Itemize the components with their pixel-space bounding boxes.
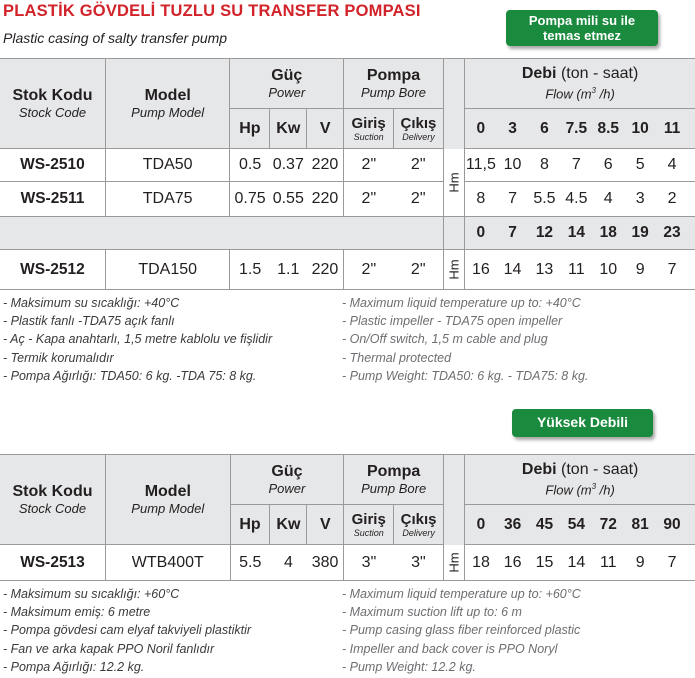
- flow-value: 19: [624, 217, 656, 250]
- note-line: - Aç - Kapa anahtarlı, 1,5 metre kablolu ve fişlidir: [3, 332, 273, 347]
- flow-value: 11: [656, 109, 688, 149]
- flow-value: 7.5: [560, 109, 592, 149]
- hm-value: 5: [624, 149, 656, 182]
- hm-label: Hm: [444, 545, 465, 581]
- header-stock-code: Stok Kodu Stock Code: [0, 455, 106, 545]
- header-kw: Kw: [270, 505, 307, 545]
- hm-value: 4.5: [560, 182, 592, 217]
- hm-value: 15: [529, 545, 561, 581]
- hm-spacer: [443, 59, 464, 149]
- hm-value: 11,5: [465, 149, 497, 182]
- hm-value: 4: [656, 149, 688, 182]
- kw-value: 4: [270, 545, 307, 581]
- notes-tr-2: [3, 585, 251, 676]
- delivery-value: 2": [394, 149, 444, 182]
- stock-code: WS-2513: [0, 545, 106, 581]
- flow-value: 90: [656, 505, 688, 545]
- hm-value: 7: [497, 182, 529, 217]
- pump-model: TDA150: [105, 250, 229, 290]
- header-pump-bore: Pompa Pump Bore: [344, 455, 444, 505]
- note-line: - Pump casing glass fiber reinforced plastic: [342, 623, 581, 638]
- note-line: - Pompa gövdesi cam elyaf takviyeli plastiktir: [3, 623, 252, 638]
- hm-value: 2: [656, 182, 688, 217]
- header-kw: Kw: [270, 109, 307, 149]
- note-line: - Maksimum emiş: 6 metre: [3, 605, 151, 620]
- note-line: - Thermal protected: [342, 350, 452, 365]
- hm-value: 8: [528, 149, 560, 182]
- pump-table-1: [0, 58, 695, 290]
- hm-value: 7: [560, 149, 592, 182]
- hm-value: 11: [560, 250, 592, 290]
- hm-label: Hm: [443, 149, 464, 217]
- hm-value: 7: [656, 545, 688, 581]
- header-flow: Debi (ton - saat) Flow ($m^3$ /h): [465, 455, 695, 505]
- flow-value: 18: [592, 217, 624, 250]
- note-line: - Pump Weight: TDA50: 6 kg. - TDA75: 8 kg.: [342, 368, 589, 383]
- note-line: - Plastik fanlı -TDA75 açık fanlı: [3, 314, 175, 329]
- hm-value: 16: [465, 250, 497, 290]
- hm-value: 8: [465, 182, 497, 217]
- notes-en-1: [342, 294, 588, 385]
- pump-model: TDA50: [105, 149, 229, 182]
- header-hp: Hp: [230, 505, 270, 545]
- notes-tr-1: [3, 294, 272, 385]
- hp-value: 0.5: [230, 149, 270, 182]
- header-suction: Giriş Suction: [344, 109, 394, 149]
- flow-value: 6: [528, 109, 560, 149]
- suction-value: 2": [344, 250, 394, 290]
- hm-value: 10: [497, 149, 529, 182]
- kw-value: 0.55: [270, 182, 307, 217]
- hm-value: 16: [497, 545, 529, 581]
- flow-value: 7: [497, 217, 529, 250]
- suction-value: 2": [344, 182, 394, 217]
- flow-value: 10: [624, 109, 656, 149]
- hp-value: 5.5: [230, 545, 270, 581]
- stock-code: WS-2511: [0, 182, 105, 217]
- volt-value: 220: [307, 182, 344, 217]
- header-stock-code: Stok Kodu Stock Code: [0, 59, 105, 149]
- note-line: - Maksimum su sıcaklığı: +60°C: [3, 587, 180, 601]
- hm-value: 9: [624, 545, 656, 581]
- flow-value: 81: [624, 505, 656, 545]
- flow-value: 0: [465, 505, 497, 545]
- table-row: [0, 545, 695, 581]
- notes-en-2: [342, 585, 581, 676]
- note-line: - Pompa Ağırlığı: 12.2 kg.: [3, 659, 145, 674]
- hp-value: 0.75: [230, 182, 270, 217]
- volt-value: 380: [307, 545, 344, 581]
- hm-value: 14: [497, 250, 529, 290]
- note-line: - Pompa Ağırlığı: TDA50: 6 kg. -TDA 75: 8 kg.: [3, 368, 257, 383]
- note-line: - Pump Weight: 12.2 kg.: [342, 659, 476, 674]
- header-delivery: Çıkış Delivery: [394, 505, 444, 545]
- pump-model: WTB400T: [106, 545, 231, 581]
- volt-value: 220: [307, 250, 344, 290]
- hm-value: 9: [624, 250, 656, 290]
- hp-value: 1.5: [230, 250, 270, 290]
- hm-value: 18: [465, 545, 497, 581]
- high-flow-badge: Yüksek Debili: [512, 409, 653, 437]
- stock-code: WS-2512: [0, 250, 105, 290]
- hm-value: 10: [592, 250, 624, 290]
- header-pump-bore: Pompa Pump Bore: [344, 59, 444, 109]
- hm-label: Hm: [443, 250, 464, 290]
- delivery-value: 3": [394, 545, 444, 581]
- note-line: - Termik korumalıdır: [3, 350, 114, 365]
- flow-value: 45: [529, 505, 561, 545]
- hm-value: 13: [528, 250, 560, 290]
- stock-code: WS-2510: [0, 149, 105, 182]
- note-line: - Fan ve arka kapak PPO Noril fanlıdır: [3, 641, 215, 656]
- header-model: Model Pump Model: [106, 455, 231, 545]
- hm-value: 6: [592, 149, 624, 182]
- flow-value: 14: [560, 217, 592, 250]
- volt-value: 220: [307, 149, 344, 182]
- pump-model: TDA75: [105, 182, 229, 217]
- header-model: Model Pump Model: [105, 59, 229, 149]
- hm-value: 14: [560, 545, 592, 581]
- page-title: PLASTİK GÖVDELİ TUZLU SU TRANSFER POMPASI: [3, 2, 421, 20]
- header-hp: Hp: [230, 109, 270, 149]
- hm-spacer: [444, 455, 465, 545]
- kw-value: 0.37: [270, 149, 307, 182]
- header-v: V: [307, 505, 344, 545]
- note-line: - Maximum suction lift up to: 6 m: [342, 605, 522, 620]
- kw-value: 1.1: [270, 250, 307, 290]
- badge-line-1: Pompa mili su ile: [528, 13, 636, 28]
- hm-value: 7: [656, 250, 688, 290]
- pump-table-2: [0, 454, 695, 581]
- delivery-value: 2": [394, 250, 444, 290]
- page-subtitle: Plastic casing of salty transfer pump: [3, 30, 228, 46]
- flow-value: 0: [465, 217, 497, 250]
- flow-value: 72: [592, 505, 624, 545]
- table-row: [0, 149, 695, 182]
- note-line: - Maximum liquid temperature up to: +60°C: [342, 587, 581, 601]
- flow-value: 54: [560, 505, 592, 545]
- flow-value: 23: [656, 217, 688, 250]
- header-delivery: Çıkış Delivery: [394, 109, 444, 149]
- note-line: - Plastic impeller - TDA75 open impeller: [342, 314, 563, 329]
- header-flow: Debi (ton - saat) Flow ($m^3$ /h): [465, 59, 695, 109]
- table-row: [0, 182, 695, 217]
- flow-value: 0: [465, 109, 497, 149]
- note-line: - On/Off switch, 1,5 m cable and plug: [342, 332, 548, 347]
- hm-value: 11: [592, 545, 624, 581]
- flow-value: 3: [497, 109, 529, 149]
- header-suction: Giriş Suction: [344, 505, 394, 545]
- badge-line-2: temas etmez: [542, 28, 622, 43]
- suction-value: 3": [344, 545, 394, 581]
- flow-value: 36: [497, 505, 529, 545]
- delivery-value: 2": [394, 182, 444, 217]
- header-power: Güç Power: [230, 59, 344, 109]
- note-line: - Maksimum su sıcaklığı: +40°C: [3, 296, 180, 310]
- flow-value: 12: [528, 217, 560, 250]
- suction-value: 2": [344, 149, 394, 182]
- header-power: Güç Power: [230, 455, 344, 505]
- hm-value: 3: [624, 182, 656, 217]
- note-line: - Maximum liquid temperature up to: +40°C: [342, 296, 581, 310]
- note-line: - Impeller and back cover is PPO Noryl: [342, 641, 558, 656]
- table-row: [0, 250, 695, 290]
- hm-value: 5.5: [528, 182, 560, 217]
- flow-value: 8.5: [592, 109, 624, 149]
- hm-value: 4: [592, 182, 624, 217]
- feature-badge-shaft: [506, 10, 658, 46]
- header-v: V: [307, 109, 344, 149]
